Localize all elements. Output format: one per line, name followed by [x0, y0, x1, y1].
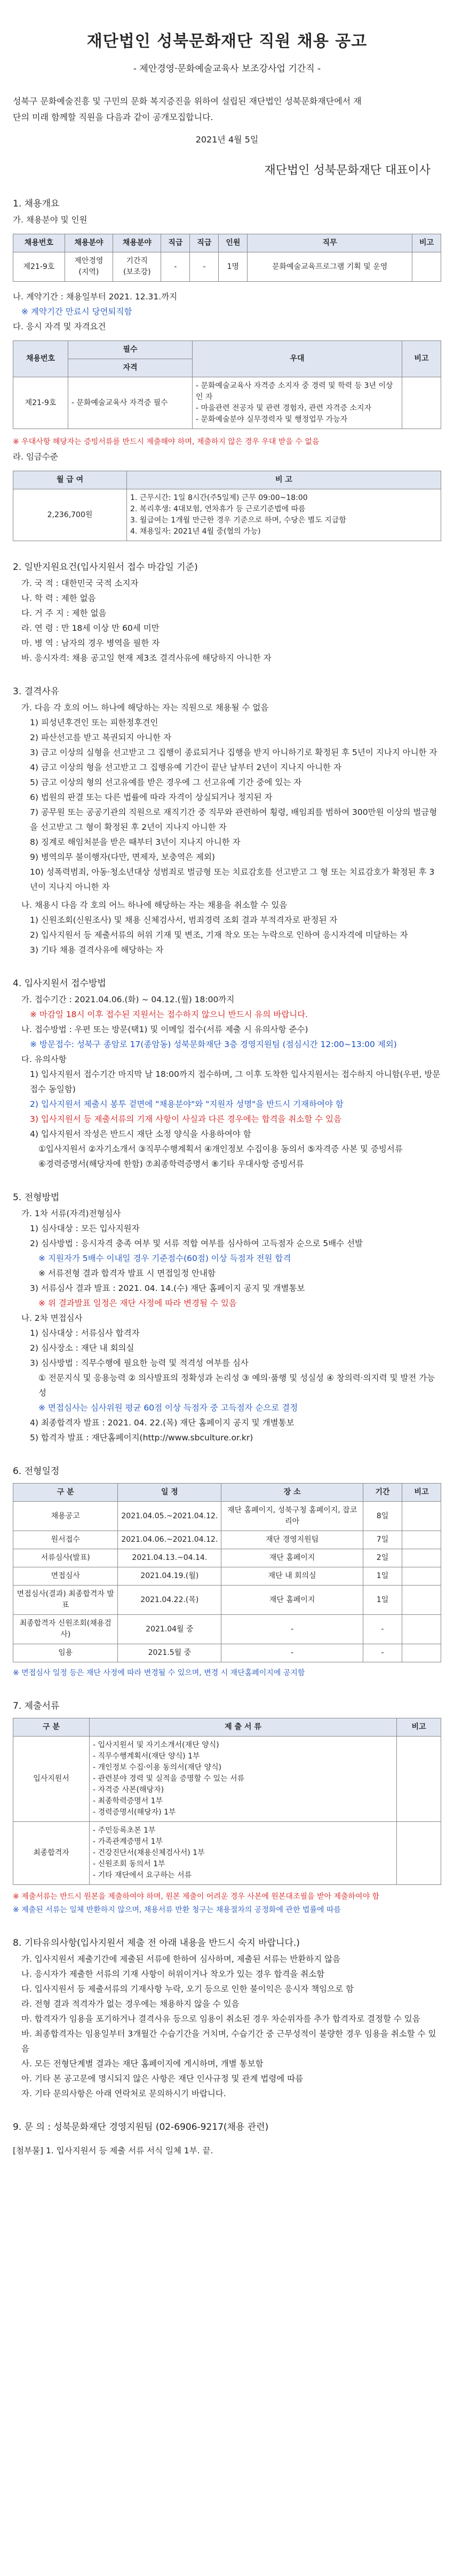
list-item: 2) 심사방법 : 응시자격 충족 여부 및 서류 적합 여부를 심사하여 고득점자 순으로 5배수 선발 [30, 1239, 363, 1248]
list-item: 마. 합격자가 임용을 포기하거나 결격사유 등으로 임용이 취소된 경우 차순위자를 추가 합격자로 결정할 수 있음 [21, 2014, 420, 2024]
list-item: ※ 지원자가 5배수 이내일 경우 기준점수(60점) 이상 득점자 전원 합격 [38, 1254, 291, 1263]
th: 채용번호 [13, 341, 68, 377]
list-item: ⑥경력증명서(해당자에 한함) ⑦최종학력증명서 ⑧기타 우대사항 증빙서류 [38, 1159, 304, 1169]
list-item: ※ 서류전형 결과 합격자 발표 시 면접일정 안내함 [38, 1269, 216, 1278]
td [402, 1549, 441, 1567]
td: 면접심사 [13, 1567, 118, 1586]
td [397, 1737, 441, 1822]
section-1-sub2: 다. 응시 자격 및 자격요건 [13, 322, 106, 331]
th: 채용번호 [13, 234, 65, 252]
table-row [13, 1615, 441, 1644]
td: 최종합격자 신원조회(채용검사) [13, 1615, 118, 1644]
documents-red-note: ※ 제출서류는 반드시 원본을 제출하여야 하며, 원본 제출이 어려운 경우 사본에 원본대조필을 받아 제출하여야 함 [13, 1892, 380, 1901]
list-item: 다. 유의사항 [21, 1055, 67, 1064]
table-row [13, 1586, 441, 1615]
list-item: 가. 입사지원서 제출기간에 제출된 서류에 한하여 심사하며, 제출된 서류는 반환하지 않음 [21, 1954, 341, 1964]
th: 인원 [219, 234, 248, 252]
list-item: 나. 응시자가 제출한 서류의 기재 사항이 허위이거나 착오가 있는 경우 합격을 취소함 [21, 1969, 325, 1979]
list-item: 가. 접수기간 : 2021.04.06.(화) ~ 04.12.(월) 18:00까지 [21, 995, 235, 1004]
td: 채용공고 [13, 1502, 118, 1531]
list-item: 3) 서류심사 결과 발표 : 2021. 04. 14.(수) 재단 홈페이지 공지 및 개별통보 [30, 1283, 305, 1293]
intro [13, 93, 441, 125]
table-row [13, 489, 441, 541]
th: 비고 [412, 234, 441, 252]
td [402, 1502, 441, 1531]
table-row [13, 252, 441, 282]
pay-note: 4. 채용일자: 2021년 4월 중(협의 가능) [130, 527, 261, 536]
th: 채용분야 [113, 234, 161, 252]
td: - [161, 252, 190, 282]
list-item: 아. 기타 본 공고문에 명시되지 않은 사항은 재단 인사규정 및 관계 법령에 따름 [21, 2074, 304, 2083]
pref-item: - 문화예술교육사 자격증 소지자 중 경력 및 학력 등 3년 이상인 자 [196, 382, 393, 401]
th: 직급 [161, 234, 190, 252]
list-item: ① 전문지식 및 응용능력 ② 의사발표의 정확성과 논리성 ③ 예의·품행 및 성실성 ④ 창의력·의지력 및 발전 가능성 [38, 1373, 435, 1398]
td [193, 377, 402, 429]
pay-note: 2. 복리후생: 4대보험, 연차휴가 등 근로기준법에 따름 [130, 505, 306, 513]
list-item: 2) 파산선고를 받고 복권되지 아니한 자 [30, 733, 172, 742]
td: 2021.04월 중 [118, 1615, 221, 1644]
td: 1일 [363, 1567, 402, 1586]
list-item: 7) 공무원 또는 공공기관의 직원으로 재직기간 중 직무와 관련하여 횡령, 배임죄를 범하여 300만원 이상의 벌금형을 선고받고 그 형이 확정된 후 2년이 지나지 아니한 자 [30, 807, 437, 832]
document-item: - 입사지원서 및 자기소개서(재단 양식) [93, 1741, 219, 1749]
td [402, 1567, 441, 1586]
pref-red-note: ※ 우대사항 해당자는 증빙서류를 반드시 제출해야 하며, 제출하지 않은 경우 우대 받을 수 없음 [13, 438, 320, 446]
td: 재단 경영지원팀 [221, 1531, 363, 1549]
list-item: 6) 법원의 판결 또는 다른 법률에 따라 자격이 상실되거나 정지된 자 [30, 792, 273, 802]
list-item: 1) 심사대상 : 서류심사 합격자 [30, 1328, 140, 1338]
td: 제21-9호 [13, 252, 65, 282]
document-item: - 관련분야 경력 및 실적을 증명할 수 있는 서류 [93, 1774, 245, 1783]
document-item: - 경력증명서(해당자) 1부 [93, 1808, 176, 1817]
td: 최종합격자 [13, 1822, 90, 1885]
list-item: 3) 입사지원서 등 제출서류의 기재 사항이 사실과 다른 경우에는 합격을 취소할 수 있음 [30, 1114, 342, 1124]
td: 2021.5월 중 [118, 1644, 221, 1662]
td: - [190, 252, 219, 282]
list-item: 10) 성폭력범죄, 아동·청소년대상 성범죄로 벌금형 또는 치료감호를 선고받고 그 형 또는 치료감호가 확정된 후 3년이 지나지 아니한 자 [30, 867, 435, 892]
recruit-table [13, 234, 441, 282]
td: 원서접수 [13, 1531, 118, 1549]
td [402, 377, 441, 429]
list-item: 1) 입사지원서 접수기간 마지막 날 18:00까지 접수하며, 그 이후 도착한 입사지원서는 접수하지 아니함(우편, 방문접수 동일함) [30, 1069, 441, 1094]
th: 비고 [402, 341, 441, 377]
list-item: 자. 기타 문의사항은 아래 연락처로 문의하시기 바랍니다. [21, 2089, 226, 2098]
list-item: 8) 징계로 해임처분을 받은 때부터 3년이 지나지 아니한 자 [30, 837, 241, 847]
th: 구 분 [13, 1484, 118, 1502]
th: 제 출 서 류 [90, 1718, 397, 1737]
list-item: 나. 학 력 : 제한 없음 [21, 593, 96, 603]
section-3-lead2: 나. 채용시 다음 각 호의 어느 하나에 해당하는 자는 채용을 취소할 수 있음 [21, 900, 288, 910]
section-3-title: 3. 결격사유 [13, 686, 60, 697]
section-5-list [13, 1206, 441, 1445]
table-row [13, 1822, 441, 1885]
document-item: - 신원조회 동의서 1부 [93, 1860, 165, 1868]
list-item: ※ 면접심사는 심사위원 평균 60점 이상 득점자 중 고득점자 순으로 결정 [38, 1403, 298, 1413]
td: - [363, 1644, 402, 1662]
table-row [13, 1502, 441, 1531]
list-item: 2) 입사지원서 제출시 봉투 겉면에 "채용분야"와 "지원자 성명"을 반드시 기재하여야 함 [30, 1099, 344, 1109]
qualification-table [13, 340, 441, 429]
td: 제21-9호 [13, 377, 68, 429]
section-1-sub3: 라. 임금수준 [13, 452, 58, 462]
th: 직무 [248, 234, 412, 252]
section-3-list [13, 715, 441, 894]
section-2-title: 2. 일반지원요건(입사지원서 접수 마감일 기준) [13, 562, 198, 573]
list-item: 라. 전형 결과 적격자가 없는 경우에는 채용하지 않을 수 있음 [21, 1999, 240, 2009]
td: 문화예술교육프로그램 기획 및 운영 [248, 252, 412, 282]
section-8-list [13, 1952, 441, 2101]
td: - [221, 1615, 363, 1644]
announcement-date: 2021년 4월 5일 [195, 134, 259, 145]
contract-period: 나. 계약기간 : 채용일부터 2021. 12.31.까지 [13, 292, 178, 302]
list-item: 5) 금고 이상의 형의 선고유예를 받은 경우에 그 선고유예 기간 중에 있는 자 [30, 778, 302, 787]
td: - 문화예술교육사 자격증 필수 [68, 377, 193, 429]
pref-item: - 문화예술분야 실무경력자 및 행정업무 가능자 [196, 415, 348, 424]
pay-note: 1. 근무시간: 1일 8시간(주5일제) 근무 09:00~18:00 [130, 494, 308, 502]
list-item: 나. 접수방법 : 우편 또는 방문(택1) 및 이메일 접수(서류 제출 시 유의사항 준수) [21, 1025, 308, 1034]
list-item: 3) 기타 채용 결격사유에 해당하는 자 [30, 945, 164, 955]
pref-item: - 마을관련 전공자 및 관련 경험자, 관련 자격증 소지자 [196, 404, 372, 413]
list-item: 1) 피성년후견인 또는 피한정후견인 [30, 718, 158, 727]
schedule-table [13, 1483, 441, 1662]
td: 임용 [13, 1644, 118, 1662]
list-item: 2) 입사지원서 등 제출서류의 허위 기재 및 변조, 기재 착오 또는 누락으로 인하여 응시자격에 미달하는 자 [30, 930, 408, 940]
table-row [13, 1737, 441, 1822]
td: 제안경영 (지역) [65, 252, 113, 282]
intro-line: 성북구 문화예술진흥 및 구민의 문화 복지증진을 위하여 설립된 재단법인 성북문화재단에서 재 [13, 96, 362, 106]
th: 필수 [68, 341, 193, 359]
attachment-footer: [첨부물] 1. 입사지원서 등 제출 서류 서식 일체 1부. 끝. [13, 2146, 213, 2155]
section-9-title: 9. 문 의 : 성북문화재단 경영지원팀 (02-6906-9217(채용 관련) [13, 2122, 269, 2133]
th: 우대 [193, 341, 402, 377]
document-item: - 주민등록초본 1부 [93, 1826, 156, 1835]
td: 재단 홈페이지, 성북구청 홈페이지, 잡코리아 [221, 1502, 363, 1531]
section-8-title: 8. 기타유의사항(입사지원서 제출 전 아래 내용을 반드시 숙지 바랍니다.) [13, 1938, 300, 1948]
list-item: 라. 연 령 : 만 18세 이상 만 60세 미만 [21, 623, 160, 633]
th: 월 급 여 [13, 471, 127, 489]
section-4-title: 4. 입사지원서 접수방법 [13, 978, 106, 989]
section-7-title: 7. 제출서류 [13, 1701, 60, 1711]
td: 2021.04.06.~2021.04.12. [118, 1531, 221, 1549]
td [402, 1644, 441, 1662]
td: - [363, 1615, 402, 1644]
section-5-title: 5. 전형방법 [13, 1192, 60, 1203]
document-item: - 개인정보 수집·이용 동의서(재단 양식) [93, 1763, 222, 1772]
td: 입사지원서 [13, 1737, 90, 1822]
section-2-list [13, 576, 441, 665]
td [397, 1822, 441, 1885]
th: 자격 [68, 359, 193, 377]
list-item: 9) 병역의무 불이행자(다만, 면제자, 보충역은 제외) [30, 852, 215, 862]
document-item: - 가족관계증명서 1부 [93, 1837, 163, 1846]
table-row [13, 1567, 441, 1586]
td: 면접심사(결과) 최종합격자 발표 [13, 1586, 118, 1615]
th: 직급 [190, 234, 219, 252]
documents-blue-note: ※ 제출된 서류는 일체 반환하지 않으며, 채용서류 반환 청구는 채용절차의 공정화에 관한 법률에 따름 [13, 1906, 341, 1914]
td [412, 252, 441, 282]
page-title: 재단법인 성북문화재단 직원 채용 공고 [86, 32, 368, 51]
list-item: 가. 국 적 : 대한민국 국적 소지자 [21, 578, 139, 588]
td: 2021.04.19.(월) [118, 1567, 221, 1586]
td: 기간직 (보조강) [113, 252, 161, 282]
list-item: ①입사지원서 ②자기소개서 ③직무수행계획서 ④개인정보 수집이용 동의서 ⑤자격증 사본 및 증빙서류 [38, 1144, 403, 1154]
list-item: 바. 응시자격: 채용 공고일 현재 제3조 결격사유에 해당하지 아니한 자 [21, 653, 272, 663]
th: 채용분야 [65, 234, 113, 252]
table-row [13, 377, 441, 429]
contract-note: ※ 계약기간 만료시 당연퇴직함 [21, 307, 132, 316]
table-row [13, 1531, 441, 1549]
list-item: 다. 입사지원서 등 제출서류의 기재사항 누락, 오기 등으로 인한 불이익은 응시자 책임으로 함 [21, 1984, 354, 1994]
list-item: 사. 모든 전형단계별 결과는 재단 홈페이지에 게시하며, 개별 통보함 [21, 2059, 264, 2068]
list-item: 마. 병 역 : 남자의 경우 병역을 필한 자 [21, 638, 160, 648]
td: - [221, 1644, 363, 1662]
td [402, 1586, 441, 1615]
list-item: ※ 위 결과발표 일정은 재단 사정에 따라 변경될 수 있음 [38, 1298, 237, 1308]
list-item: 3) 금고 이상의 실형을 선고받고 그 집행이 종료되거나 집행을 받지 아니하기로 확정된 후 5년이 지나지 아니한 자 [30, 748, 437, 757]
th: 일 정 [118, 1484, 221, 1502]
th: 장 소 [221, 1484, 363, 1502]
td: 2일 [363, 1549, 402, 1567]
list-item: ※ 방문접수: 성북구 종암로 17(종암동) 성북문화재단 3층 경영지원팀 (점심시간 12:00~13:00 제외) [30, 1040, 397, 1049]
section-3-lead: 가. 다음 각 호의 어느 하나에 해당하는 자는 직원으로 채용될 수 없음 [21, 703, 269, 712]
td: 재단 홈페이지 [221, 1549, 363, 1567]
td: 서류심사(발표) [13, 1549, 118, 1567]
list-item: 3) 심사방법 : 직무수행에 필요한 능력 및 적격성 여부를 심사 [30, 1358, 249, 1368]
document-item: - 건강진단서(채용신체검사서) 1부 [93, 1849, 205, 1857]
td: 2021.04.13.~04.14. [118, 1549, 221, 1567]
th: 비고 [402, 1484, 441, 1502]
document-item: - 최종학력증명서 1부 [93, 1797, 163, 1805]
section-1-sub: 가. 채용분야 및 인원 [13, 215, 87, 225]
td: 1일 [363, 1586, 402, 1615]
td [90, 1737, 397, 1822]
td: 재단 홈페이지 [221, 1586, 363, 1615]
th: 구 분 [13, 1718, 90, 1737]
list-item: 1) 심사대상 : 모든 입사지원자 [30, 1224, 140, 1233]
list-item: 2) 심사장소 : 재단 내 회의실 [30, 1343, 134, 1353]
list-item: 1) 신원조회(신원조사) 및 채용 신체검사서, 범죄경력 조회 결과 부적격자로 판정된 자 [30, 915, 338, 925]
document-item: - 직무수행계획서(재단 양식) 1부 [93, 1752, 200, 1761]
td: 7일 [363, 1531, 402, 1549]
documents-table [13, 1718, 441, 1885]
td: 재단 내 회의실 [221, 1567, 363, 1586]
document-item: - 기타 재단에서 요구하는 서류 [93, 1871, 192, 1880]
section-3-list2 [13, 913, 441, 957]
list-item: 가. 1차 서류(자격)전형심사 [21, 1209, 121, 1218]
td: 2021.04.22.(목) [118, 1586, 221, 1615]
pay-table [13, 471, 441, 541]
list-item: 5) 합격자 발표 : 재단홈페이지(http://www.sbculture.or.kr) [30, 1433, 253, 1442]
td: 2,236,700원 [13, 489, 127, 541]
th: 기간 [363, 1484, 402, 1502]
th: 비고 [397, 1718, 441, 1737]
td: 8일 [363, 1502, 402, 1531]
td: 1명 [219, 252, 248, 282]
td [402, 1615, 441, 1644]
page [13, 28, 441, 2576]
list-item: 다. 거 주 지 : 제한 없음 [21, 608, 107, 618]
intro-line: 단의 미래 함께할 직원을 다음과 같이 공개모집합니다. [13, 112, 213, 122]
list-item: 4) 입사지원서 작성은 반드시 재단 소정 양식을 사용하여야 함 [30, 1129, 251, 1139]
td [402, 1531, 441, 1549]
td [127, 489, 441, 541]
section-6-title: 6. 전형일정 [13, 1466, 60, 1477]
document-item: - 자격증 사본(해당자) [93, 1786, 164, 1794]
td: 2021.04.05.~2021.04.12. [118, 1502, 221, 1531]
list-item: 나. 2차 면접심사 [21, 1313, 83, 1323]
list-item: 4) 금고 이상의 형을 선고받고 그 집행유예 기간이 끝난 날부터 2년이 지나지 아니한 자 [30, 763, 341, 772]
list-item: 4) 최종합격자 발표 : 2021. 04. 22.(목) 재단 홈페이지 공지 및 개별통보 [30, 1418, 294, 1428]
list-item: ※ 마감일 18시 이후 접수된 지원서는 접수하지 않으니 반드시 유의 바랍니다. [30, 1010, 308, 1019]
section-4-list [13, 992, 441, 1171]
signature: 재단법인 성북문화재단 대표이사 [264, 164, 431, 177]
section-1-title: 1. 채용개요 [13, 199, 60, 209]
table-row [13, 1549, 441, 1567]
table-row [13, 1644, 441, 1662]
th: 비 고 [127, 471, 441, 489]
pay-note: 3. 월급여는 1개월 만근한 경우 기준으로 하며, 수당은 별도 지급함 [130, 516, 346, 525]
page-subtitle: - 제안경영·문화예술교육사 보조강사업 기간직 - [133, 64, 321, 74]
list-item: 바. 최종합격자는 임용일부터 3개월간 수습기간을 거치며, 수습기간 중 근무성적이 불량한 경우 임용을 취소할 수 있음 [21, 2029, 436, 2054]
schedule-note: ※ 면접심사 일정 등은 재단 사정에 따라 변경될 수 있으며, 변경 시 재단홈페이지에 공지함 [13, 1669, 305, 1677]
td [90, 1822, 397, 1885]
